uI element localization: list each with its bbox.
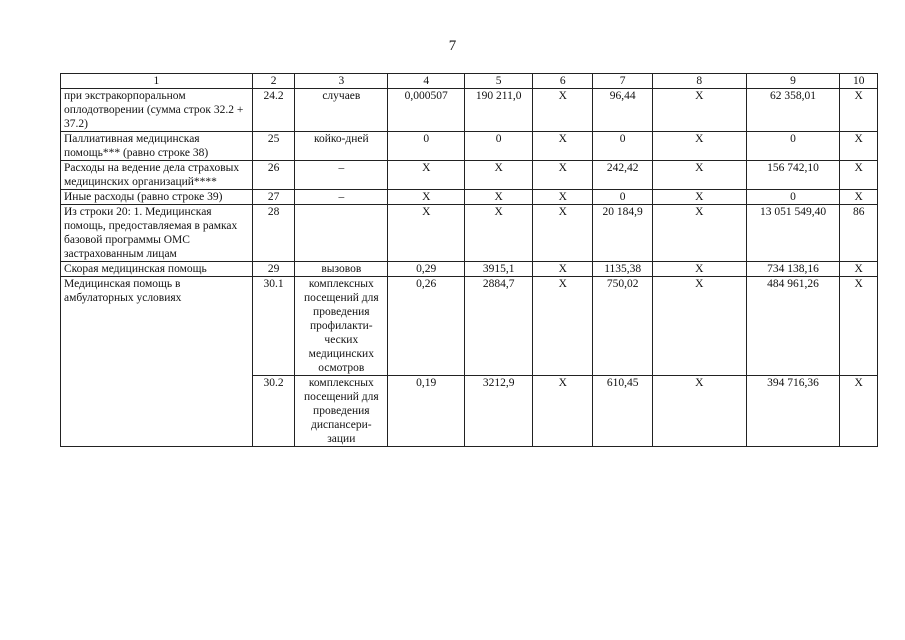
value-cell: 3212,9: [465, 376, 533, 447]
row-number: 24.2: [252, 89, 295, 132]
value-cell: 0: [465, 132, 533, 161]
value-cell: 610,45: [593, 376, 652, 447]
row-number: 29: [252, 262, 295, 277]
row-label: Иные расходы (равно строке 39): [61, 190, 253, 205]
col-header: 6: [533, 74, 593, 89]
row-number: 30.1: [252, 277, 295, 376]
row-label: при экстракорпоральном оплодотворении (сумма строк 32.2 + 37.2): [61, 89, 253, 132]
value-cell: X: [652, 262, 746, 277]
value-cell: X: [652, 205, 746, 262]
col-header: 8: [652, 74, 746, 89]
value-cell: 20 184,9: [593, 205, 652, 262]
row-number: 25: [252, 132, 295, 161]
value-cell: 0,26: [388, 277, 465, 376]
col-header: 7: [593, 74, 652, 89]
value-cell: 0: [746, 132, 840, 161]
value-cell: X: [533, 262, 593, 277]
value-cell: X: [652, 277, 746, 376]
unit-cell: –: [295, 161, 388, 190]
value-cell: 0,29: [388, 262, 465, 277]
value-cell: 0: [593, 190, 652, 205]
value-cell: 0,19: [388, 376, 465, 447]
value-cell: X: [652, 89, 746, 132]
value-cell: X: [840, 376, 878, 447]
table-row: [61, 89, 878, 132]
row-label: Медицинская помощь в амбулаторных условиях: [61, 277, 253, 447]
value-cell: X: [840, 161, 878, 190]
value-cell: 394 716,36: [746, 376, 840, 447]
value-cell: 0,000507: [388, 89, 465, 132]
row-label: Расходы на ведение дела страховых медицинских организаций****: [61, 161, 253, 190]
col-header: 9: [746, 74, 840, 89]
value-cell: X: [840, 277, 878, 376]
data-table: [60, 73, 878, 447]
value-cell: 3915,1: [465, 262, 533, 277]
value-cell: 242,42: [593, 161, 652, 190]
value-cell: 13 051 549,40: [746, 205, 840, 262]
table-row: [61, 277, 878, 376]
value-cell: X: [652, 190, 746, 205]
row-number: 30.2: [252, 376, 295, 447]
col-header: 10: [840, 74, 878, 89]
value-cell: 96,44: [593, 89, 652, 132]
row-number: 27: [252, 190, 295, 205]
value-cell: X: [652, 376, 746, 447]
value-cell: 62 358,01: [746, 89, 840, 132]
value-cell: X: [465, 205, 533, 262]
value-cell: 156 742,10: [746, 161, 840, 190]
table-row: [61, 190, 878, 205]
value-cell: 750,02: [593, 277, 652, 376]
value-cell: X: [533, 205, 593, 262]
value-cell: X: [652, 132, 746, 161]
value-cell: X: [388, 205, 465, 262]
row-number: 26: [252, 161, 295, 190]
value-cell: 0: [593, 132, 652, 161]
table-row: [61, 161, 878, 190]
value-cell: X: [388, 190, 465, 205]
col-header: 1: [61, 74, 253, 89]
table-row: [61, 205, 878, 262]
row-label: Паллиативная медицинская помощь*** (равно строке 38): [61, 132, 253, 161]
value-cell: 1135,38: [593, 262, 652, 277]
value-cell: X: [533, 161, 593, 190]
value-cell: 0: [746, 190, 840, 205]
value-cell: X: [840, 190, 878, 205]
row-label: Из строки 20: 1. Медицинская помощь, предоставляемая в рамках базовой программы ОМС застрахованным лицам: [61, 205, 253, 262]
table-row: [61, 262, 878, 277]
value-cell: X: [840, 89, 878, 132]
row-number: 28: [252, 205, 295, 262]
value-cell: X: [533, 190, 593, 205]
value-cell: X: [840, 132, 878, 161]
table-row: [61, 132, 878, 161]
unit-cell: [295, 205, 388, 262]
col-header: 4: [388, 74, 465, 89]
value-cell: X: [388, 161, 465, 190]
unit-cell: случаев: [295, 89, 388, 132]
value-cell: X: [840, 262, 878, 277]
unit-cell: –: [295, 190, 388, 205]
page-number: 7: [448, 38, 457, 54]
col-header: 5: [465, 74, 533, 89]
value-cell: X: [533, 89, 593, 132]
value-cell: 190 211,0: [465, 89, 533, 132]
value-cell: X: [533, 376, 593, 447]
value-cell: 0: [388, 132, 465, 161]
unit-cell: вызовов: [295, 262, 388, 277]
unit-cell: комплексных посещений для проведения диспансери-зации: [295, 376, 388, 447]
value-cell: 484 961,26: [746, 277, 840, 376]
header-row: [61, 74, 878, 89]
row-label: Скорая медицинская помощь: [61, 262, 253, 277]
value-cell: 86: [840, 205, 878, 262]
value-cell: X: [652, 161, 746, 190]
value-cell: 734 138,16: [746, 262, 840, 277]
col-header: 2: [252, 74, 295, 89]
value-cell: X: [465, 161, 533, 190]
unit-cell: комплексных посещений для проведения профилакти-ческих медицинских осмотров: [295, 277, 388, 376]
value-cell: 2884,7: [465, 277, 533, 376]
value-cell: X: [465, 190, 533, 205]
col-header: 3: [295, 74, 388, 89]
unit-cell: койко-дней: [295, 132, 388, 161]
value-cell: X: [533, 277, 593, 376]
value-cell: X: [533, 132, 593, 161]
